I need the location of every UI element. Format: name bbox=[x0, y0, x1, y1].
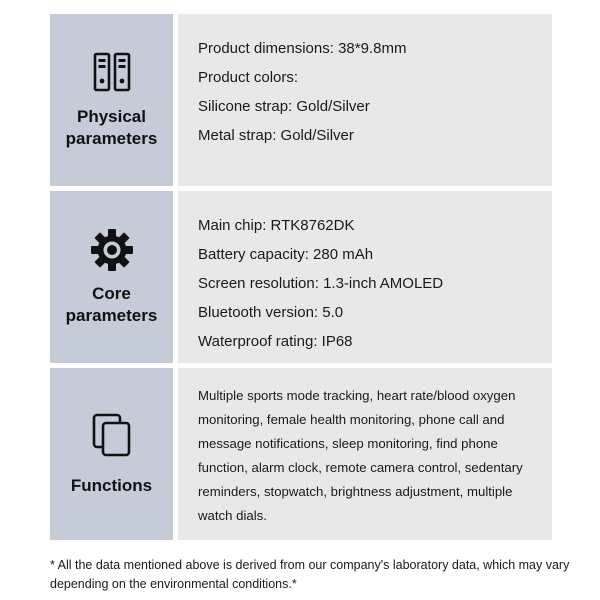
footnote: * All the data mentioned above is derived from our company's laboratory data, which may vary depending on the environmental conditions.* bbox=[50, 558, 570, 591]
functions-label-panel bbox=[50, 368, 173, 540]
physical-parameters-label-panel bbox=[50, 14, 173, 186]
spec-item: Metal strap: Gold/Silver bbox=[198, 127, 354, 144]
core-parameters-title-line2: parameters bbox=[65, 306, 158, 325]
functions-section bbox=[50, 368, 552, 540]
spec-item: Product colors: bbox=[198, 69, 299, 86]
functions-content-panel bbox=[178, 368, 552, 540]
core-parameters-label-panel bbox=[50, 191, 173, 363]
gear-icon bbox=[89, 227, 135, 273]
physical-parameters-title-line2: parameters bbox=[65, 129, 158, 148]
copy-icon bbox=[90, 411, 134, 459]
physical-parameters-list bbox=[198, 34, 544, 150]
folders-icon bbox=[90, 50, 134, 94]
physical-parameters-title-line1: Physical bbox=[77, 107, 146, 126]
spec-item: Waterproof rating: IP68 bbox=[198, 333, 353, 350]
core-parameters-list bbox=[198, 211, 544, 356]
spec-item: Silicone strap: Gold/Silver bbox=[198, 98, 370, 115]
core-parameters-title-line1: Core bbox=[92, 284, 131, 303]
functions-description: Multiple sports mode tracking, heart rate/blood oxygen monitoring, female health monitoring, phone call and message notifications, sleep monitoring, find phone function, alarm clock, remote camera control, sedentary reminders, stopwatch, brightness adjustment, multiple watch dials. bbox=[198, 388, 523, 523]
functions-title: Functions bbox=[70, 476, 153, 495]
core-parameters-section bbox=[50, 191, 552, 363]
spec-item: Main chip: RTK8762DK bbox=[198, 217, 355, 234]
core-parameters-content-panel bbox=[178, 191, 552, 363]
physical-parameters-section bbox=[50, 14, 552, 186]
physical-parameters-content-panel bbox=[178, 14, 552, 186]
spec-item: Battery capacity: 280 mAh bbox=[198, 246, 374, 263]
spec-item: Screen resolution: 1.3-inch AMOLED bbox=[198, 275, 444, 292]
spec-item: Bluetooth version: 5.0 bbox=[198, 304, 344, 321]
spec-item: Product dimensions: 38*9.8mm bbox=[198, 40, 407, 57]
